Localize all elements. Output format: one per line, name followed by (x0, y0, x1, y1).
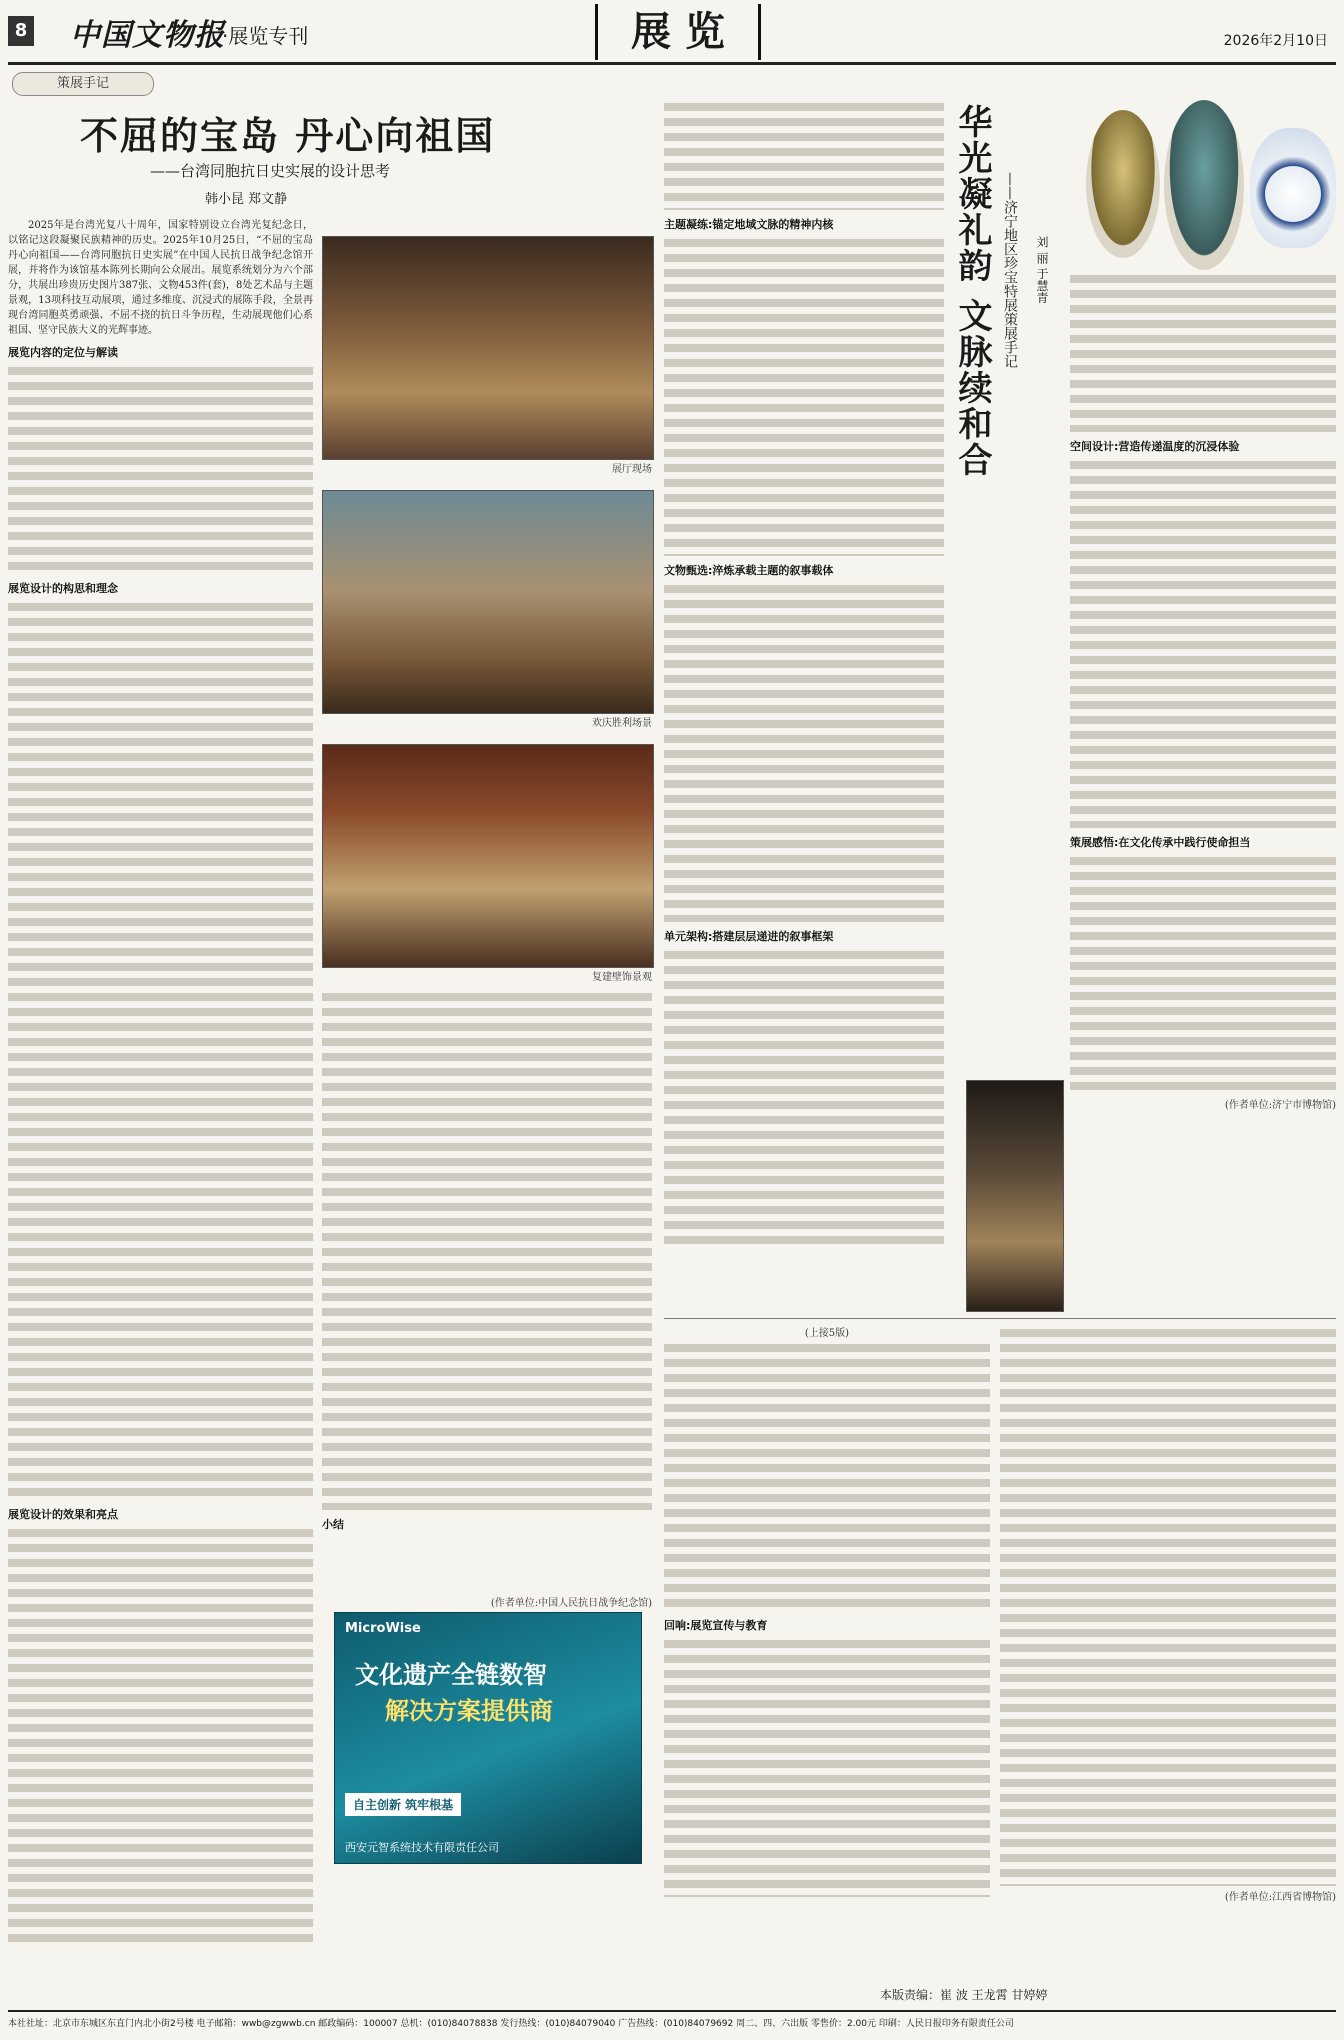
advert-headline-1: 文化遗产全链数智 (355, 1660, 547, 1689)
advert-headline-2: 解决方案提供商 (385, 1696, 553, 1725)
article3-section-1: 回响:展览宣传与教育 (664, 1619, 768, 1632)
text-block (1070, 272, 1336, 432)
section-title: 展 览 (595, 4, 761, 60)
article1-authors: 韩小昆 郑文静 (205, 192, 288, 207)
article2-section-3: 单元架构:搭建层层递进的叙事框架 (664, 930, 834, 943)
footer-info: 本社社址：北京市东城区东直门内北小街2号楼 电子邮箱：wwb@zgwwb.cn 邮政编码：100007 总机：(010)84078838 发行热线：(010)84079040 广告热线：(010)84079692 周二、四、六出版 零售价：2.00元 印刷：人民日报印务有限责任公司 (8, 2019, 1014, 2029)
text-block (664, 1637, 990, 1897)
article2-subtitle: ——济宁地区珍宝特展策展手记 (1002, 172, 1018, 368)
caption-celebration-scene: 欢庆胜利场景 (592, 718, 652, 729)
issue-date: 2026年2月10日 (1223, 33, 1328, 49)
text-block (8, 600, 313, 1500)
photo-figurine-right (1164, 100, 1244, 270)
article3-author-unit: (作者单位:江西省博物馆) (1224, 1892, 1336, 1903)
article1-section-3: 展览设计的效果和亮点 (8, 1508, 118, 1521)
text-block (664, 100, 944, 210)
text-block (664, 582, 944, 922)
article2-column-2 (1070, 272, 1336, 1312)
editors-line: 本版责编：崔 波 王龙霄 甘婷婷 (880, 1988, 1048, 2002)
article1-title: 不屈的宝岛 丹心向祖国 (80, 113, 496, 158)
text-block (322, 990, 652, 1510)
article2-authors: 刘 丽 于慧青 (1035, 236, 1049, 304)
article2-section-5: 策展感悟:在文化传承中践行使命担当 (1070, 836, 1251, 849)
article2-author-unit: (作者单位:济宁市博物馆) (1224, 1100, 1336, 1111)
text-block (664, 236, 944, 556)
photo-celebration-scene (322, 490, 654, 714)
article2-section-4: 空间设计:营造传递温度的沉浸体验 (1070, 440, 1240, 453)
caption-exhibition-hall: 展厅现场 (612, 464, 652, 475)
article2-section-1: 主题凝练:锚定地域文脉的精神内核 (664, 218, 834, 231)
text-block (1000, 1326, 1336, 1886)
advert-brand: MicroWise (345, 1621, 421, 1636)
photo-mural-reconstruction (322, 744, 654, 968)
photo-porcelain-vase (1250, 128, 1336, 248)
article1-subtitle: ——台湾同胞抗日史实展的设计思考 (150, 162, 391, 180)
text-block (664, 1341, 990, 1611)
advert-company: 西安元智系统技术有限责任公司 (345, 1841, 499, 1854)
newspaper-name: 中国文物报 (70, 18, 225, 53)
text-block (664, 948, 944, 1248)
article1-column-center (322, 990, 652, 1590)
article1-section-4: 小结 (322, 1518, 344, 1531)
photo-exhibition-hall (322, 236, 654, 460)
photo-figurine-left (1086, 110, 1160, 258)
article1-author-unit: (作者单位:中国人民抗日战争纪念馆) (490, 1598, 652, 1609)
article3-column-2 (1000, 1326, 1336, 1966)
text-block (8, 1526, 313, 1946)
article3-column-1 (664, 1326, 990, 1966)
edition-tag: ·展览专刊 (222, 24, 309, 48)
article1-section-2: 展览设计的构思和理念 (8, 582, 118, 595)
advertisement (334, 1612, 642, 1864)
column-tag: 策展手记 (12, 72, 154, 96)
text-block (1070, 458, 1336, 828)
photo-showcase-hall (966, 1080, 1064, 1312)
page-header (0, 0, 1344, 64)
article3-continued-label: (上接5版) (804, 1328, 850, 1339)
article1-column-left (8, 218, 313, 1973)
article2-title: 华光凝礼韵 文脉续和合 (952, 104, 992, 478)
caption-mural-reconstruction: 复建壁饰景观 (592, 972, 652, 983)
header-rule (8, 62, 1336, 65)
lower-divider (664, 1318, 1336, 1319)
page-number-box: 8 (8, 16, 34, 46)
article1-intro: 2025年是台湾光复八十周年，国家特别设立台湾光复纪念日，以铭记这段凝聚民族精神的历史。2025年10月25日，“不屈的宝岛 丹心向祖国——台湾同胞抗日史实展”在中国人民抗日战争纪念馆开展，并将作为该馆基本陈列长期向公众展出。展览系统划分为六个部分，共展出珍贵历史图片387张、文物453件(套)，8处艺术品与主题景观，13项科技互动展项，通过多维度、沉浸式的展陈手段，全景再现台湾同胞英勇顽强、不屈不挠的抗日斗争历程，生动展现他们心系祖国、坚守民族大义的光辉事迹。 (8, 220, 313, 336)
article2-section-2: 文物甄选:淬炼承载主题的叙事载体 (664, 564, 834, 577)
article2-column-1 (664, 100, 944, 1300)
footer-rule (8, 2010, 1336, 2012)
article1-section-1: 展览内容的定位与解读 (8, 346, 118, 359)
text-block (1070, 854, 1336, 1094)
text-block (8, 364, 313, 574)
advert-slogan: 自主创新 筑牢根基 (345, 1793, 461, 1816)
